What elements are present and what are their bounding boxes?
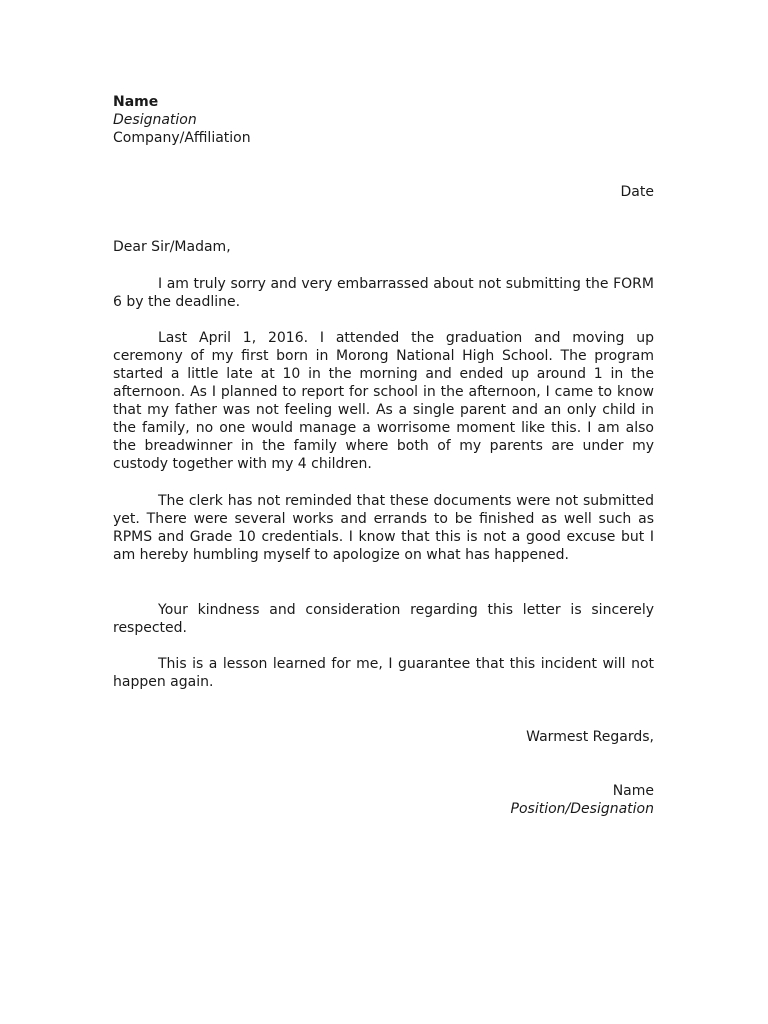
body-paragraph-2: Last April 1, 2016. I attended the graduation and moving up ceremony of my first born in Morong National High School. The program started a little late at 10 in the morning and ended up around 1 in the afternoon. As I planned to report for school in the afternoon, I came to know that my father was not feeling well. As a single parent and an only child in the family, no one would manage a worrisome moment like this. I am also the breadwinner in the family where both of my parents are under my custody together with my 4 children. (113, 330, 654, 472)
signature-position: Position/Designation (510, 801, 654, 817)
body-paragraph-3: The clerk has not reminded that these documents were not submitted yet. There were several works and errands to be finished as well such as RPMS and Grade 10 credentials. I know that this is not a good excuse but I am hereby humbling myself to apologize on what has happened. (113, 493, 654, 563)
sender-company: Company/Affiliation (113, 130, 251, 146)
sender-name: Name (113, 94, 159, 110)
body-paragraph-5: This is a lesson learned for me, I guarantee that this incident will not happen again. (113, 656, 654, 690)
sender-block (113, 93, 654, 147)
body-paragraph-1: I am truly sorry and very embarrassed about not submitting the FORM 6 by the deadline. (113, 276, 654, 310)
closing: Warmest Regards, (526, 729, 654, 745)
signature-block (113, 782, 654, 818)
salutation: Dear Sir/Madam, (113, 239, 231, 255)
signature-name: Name (612, 783, 654, 799)
letter-date: Date (620, 184, 654, 200)
sender-designation: Designation (113, 112, 197, 128)
body-paragraph-4: Your kindness and consideration regarding this letter is sincerely respected. (113, 602, 654, 636)
